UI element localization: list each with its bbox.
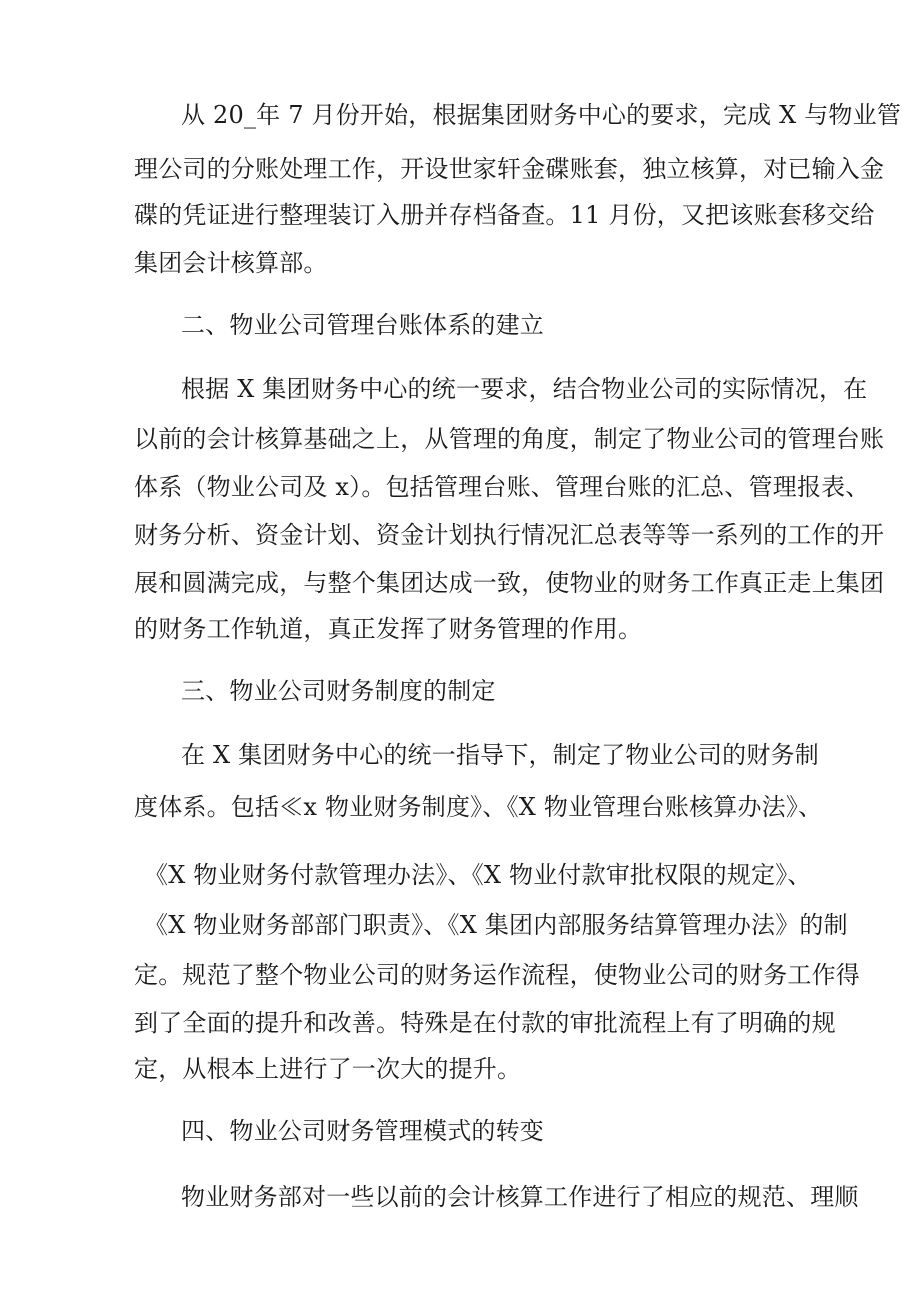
section-heading-2: 二、物业公司管理台账体系的建立 (181, 311, 544, 339)
paragraph-line: 度体系。包括≪x 物业财务制度》、《X 物业管理台账核算办法》、 (134, 793, 823, 821)
paragraph-line: 物业财务部对一些以前的会计核算工作进行了相应的规范、理顺 (181, 1183, 859, 1211)
paragraph-line: 《X 物业财务付款管理办法》、《X 物业付款审批权限的规定》、 (144, 861, 812, 889)
paragraph-line: 理公司的分账处理工作，开设世家轩金碟账套，独立核算，对已输入金 (134, 155, 885, 183)
paragraph-line: 碟的凭证进行整理装订入册并存档备查。11 月份，又把该账套移交给 (134, 201, 875, 229)
paragraph-line: 财务分析、资金计划、资金计划执行情况汇总表等等一系列的工作的开 (134, 521, 885, 549)
paragraph-line: 集团会计核算部。 (134, 249, 328, 277)
section-heading-4: 四、物业公司财务管理模式的转变 (181, 1117, 544, 1145)
paragraph-line: 《X 物业财务部部门职责》、《X 集团内部服务结算管理办法》的制 (144, 911, 848, 939)
paragraph-line: 定。规范了整个物业公司的财务运作流程，使物业公司的财务工作得 (134, 961, 860, 989)
paragraph-line: 的财务工作轨道，真正发挥了财务管理的作用。 (134, 615, 643, 643)
paragraph-line: 根据 X 集团财务中心的统一要求，结合物业公司的实际情况，在 (181, 375, 868, 403)
paragraph-line: 定，从根本上进行了一次大的提升。 (134, 1055, 522, 1083)
paragraph-line: 体系（物业公司及 x）。包括管理台账、管理台账的汇总、管理报表、 (134, 473, 870, 501)
paragraph-line: 到了全面的提升和改善。特殊是在付款的审批流程上有了明确的规 (134, 1009, 836, 1037)
section-heading-3: 三、物业公司财务制度的制定 (181, 677, 496, 705)
paragraph-line: 以前的会计核算基础之上，从管理的角度，制定了物业公司的管理台账 (134, 425, 885, 453)
paragraph-line: 从 20_年 7 月份开始，根据集团财务中心的要求，完成 X 与物业管 (181, 101, 902, 129)
paragraph-line: 展和圆满完成，与整个集团达成一致，使物业的财务工作真正走上集团 (134, 569, 885, 597)
paragraph-line: 在 X 集团财务中心的统一指导下，制定了物业公司的财务制 (181, 741, 819, 769)
